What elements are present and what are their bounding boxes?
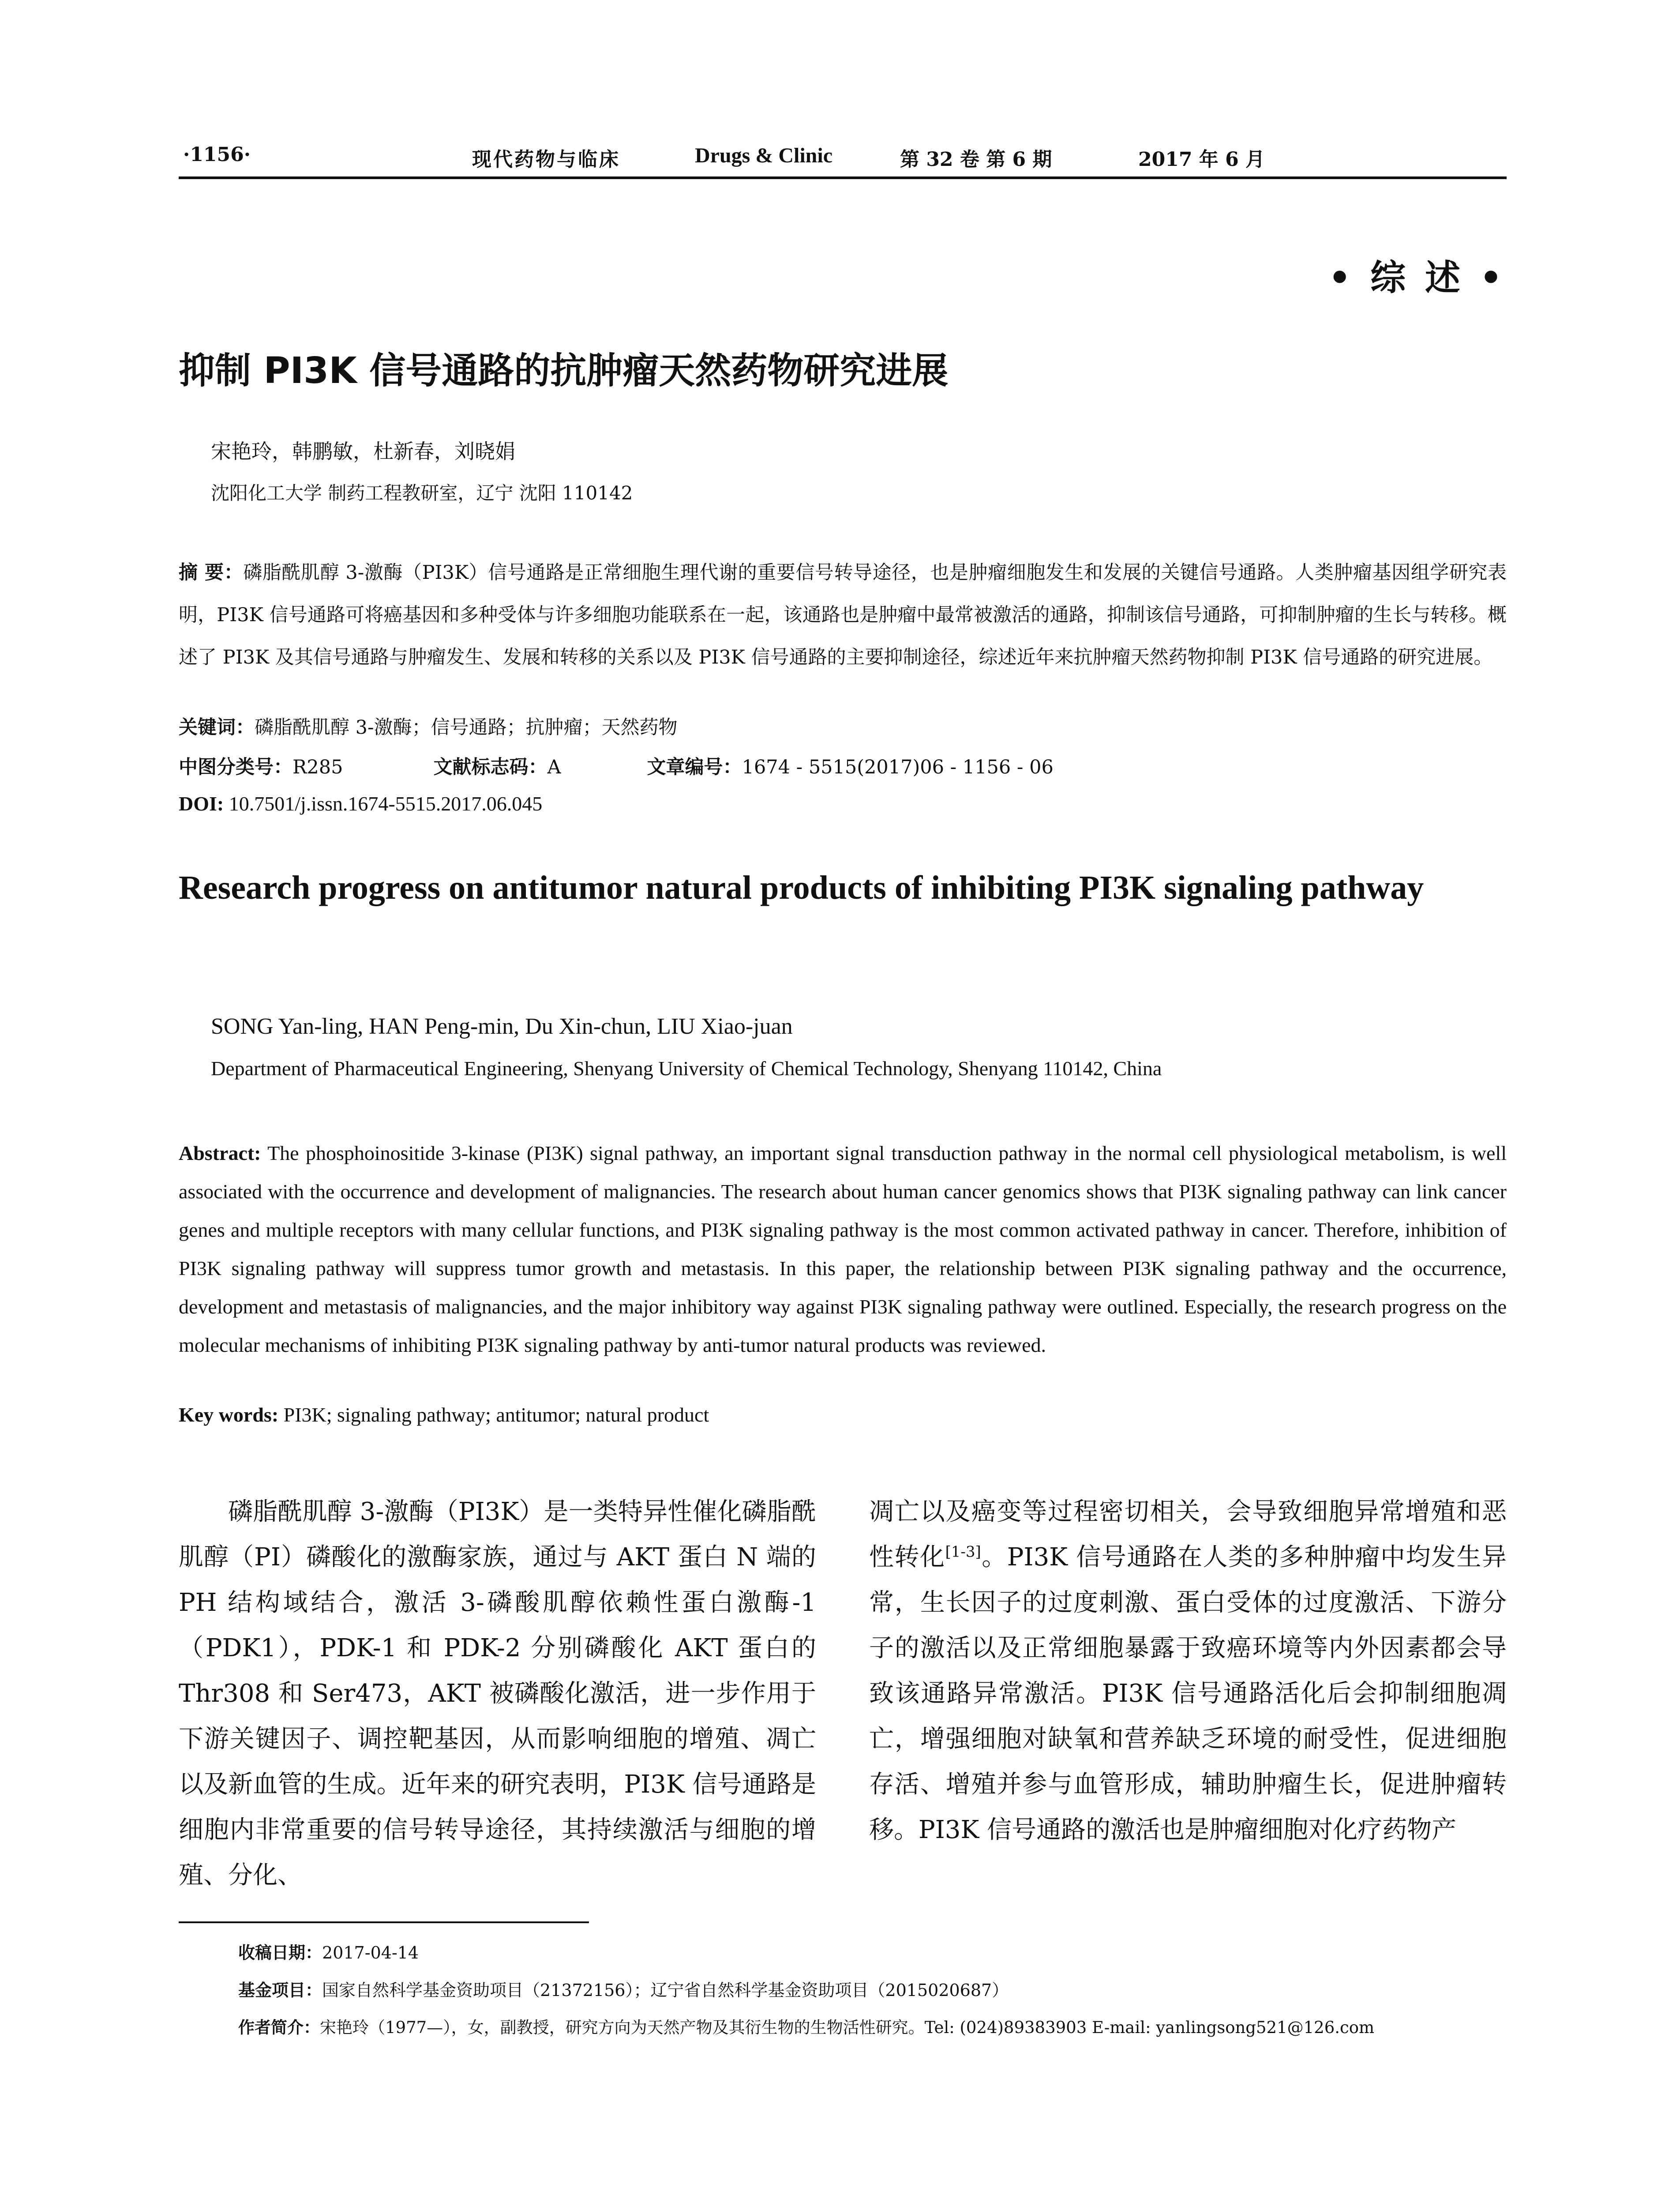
title-en: Research progress on antitumor natural products of inhibiting PI3K signaling pathway: [179, 869, 1424, 906]
author-bio-label: 作者简介：: [238, 2018, 320, 2037]
keywords-cn: [179, 713, 678, 739]
article-no-label: 文章编号：: [647, 756, 742, 778]
footnote-author: [238, 2014, 1374, 2038]
title-cn: 抑制 PI3K 信号通路的抗肿瘤天然药物研究进展: [179, 350, 949, 392]
classification-line: [179, 752, 1054, 779]
footnote-fund: [238, 1977, 1009, 2001]
abstract-cn-label: 摘 要：: [179, 562, 244, 584]
clc-label: 中图分类号：: [179, 756, 292, 778]
keywords-en: [179, 1403, 709, 1426]
author-bio-value: 宋艳玲（1977—），女，副教授，研究方向为天然产物及其衍生物的生物活性研究。Tel: (024)89383903 E-mail: yanlingsong521@126.com: [320, 2018, 1375, 2037]
authors-cn: 宋艳玲，韩鹏敏，杜新春，刘晓娟: [211, 439, 515, 463]
doc-code-label: 文献标志码：: [433, 756, 548, 778]
authors-en: SONG Yan-ling, HAN Peng-min, Du Xin-chun, LIU Xiao-juan: [211, 1014, 793, 1039]
keywords-cn-text: 磷脂酰肌醇 3-激酶；信号通路；抗肿瘤；天然药物: [255, 717, 678, 739]
keywords-cn-label: 关键词：: [179, 717, 255, 739]
abstract-en-label: Abstract:: [179, 1142, 261, 1164]
journal-name-en: Drugs & Clinic: [695, 144, 832, 167]
doc-code-value: A: [547, 756, 561, 778]
citation: [1-3]: [945, 1543, 981, 1561]
body-right-text-a: 凋亡以及癌变等过程密切相关，会导致细胞异常增殖和恶性转化: [869, 1497, 1507, 1572]
affiliation-cn: 沈阳化工大学 制药工程教研室，辽宁 沈阳 110142: [211, 482, 633, 504]
affiliation-en: Department of Pharmaceutical Engineering, Shenyang University of Chemical Technology, Shenyang 110142, China: [211, 1057, 1162, 1080]
body-right-text-b: 。PI3K 信号通路在人类的多种肿瘤中均发生异常，生长因子的过度刺激、蛋白受体的过度激活、下游分子的激活以及正常细胞暴露于致癌环境等内外因素都会导致该通路异常激活。PI3K 信号通路活化后会抑制细胞凋亡，增强细胞对缺氧和营养缺乏环境的耐受性，促进细胞存活、增殖并参与血管形成，辅助肿瘤生长，促进肿瘤转移。PI3K 信号通路的激活也是肿瘤细胞对化疗药物产: [869, 1543, 1507, 1844]
header-rule: [179, 176, 1507, 179]
article-no-value: 1674 - 5515(2017)06 - 1156 - 06: [742, 756, 1054, 778]
journal-name-cn: 现代药物与临床: [472, 148, 620, 171]
page-number: ·1156·: [183, 143, 251, 166]
keywords-en-text: PI3K; signaling pathway; antitumor; natural product: [283, 1403, 709, 1426]
received-value: 2017-04-14: [322, 1943, 419, 1962]
doi-label: DOI:: [179, 792, 224, 815]
abstract-cn: [179, 552, 1507, 679]
doi-value: 10.7501/j.issn.1674-5515.2017.06.045: [229, 792, 543, 815]
abstract-en-text: The phosphoinositide 3-kinase (PI3K) signal pathway, an important signal transduction pathway in the normal cell physiological metabolism, is well associated with the occurrence and development of malignancies. The research about human cancer genomics shows that PI3K signaling pathway can link cancer genes and multiple receptors with many cellular functions, and PI3K signaling pathway is the most common activated pathway in cancer. Therefore, inhibition of PI3K signaling pathway will suppress tumor growth and metastasis. In this paper, the relationship between PI3K signaling pathway and the occurrence, development and metastasis of malignancies, and the major inhibitory way against PI3K signaling pathway were outlined. Especially, the research progress on the molecular mechanisms of inhibiting PI3K signaling pathway by anti-tumor natural products was reviewed.: [179, 1142, 1507, 1356]
footnote-rule: [179, 1921, 589, 1923]
body-column-right: [869, 1489, 1507, 1853]
fund-label: 基金项目：: [238, 1981, 322, 2000]
abstract-cn-text: 磷脂酰肌醇 3-激酶（PI3K）信号通路是正常细胞生理代谢的重要信号转导途径，也是肿瘤细胞发生和发展的关键信号通路。人类肿瘤基因组学研究表明，PI3K 信号通路可将癌基因和多种受体与许多细胞功能联系在一起，该通路也是肿瘤中最常被激活的通路，抑制该信号通路，可抑制肿瘤的生长与转移。概述了 PI3K 及其信号通路与肿瘤发生、发展和转移的关系以及 PI3K 信号通路的主要抑制途径，综述近年来抗肿瘤天然药物抑制 PI3K 信号通路的研究进展。: [179, 562, 1507, 668]
doi-line: [179, 792, 542, 815]
volume-issue: 第 32 卷 第 6 期: [900, 148, 1052, 171]
clc-value: R285: [292, 756, 343, 778]
received-label: 收稿日期：: [238, 1943, 322, 1962]
section-tag: • 综 述 •: [1328, 257, 1506, 298]
body-column-left: 磷脂酰肌醇 3-激酶（PI3K）是一类特异性催化磷脂酰肌醇（PI）磷酸化的激酶家族，通过与 AKT 蛋白 N 端的 PH 结构域结合，激活 3-磷酸肌醇依赖性蛋白激酶-1（PDK1），PDK-1 和 PDK-2 分别磷酸化 AKT 蛋白的 Thr308 和 Ser473，AKT 被磷酸化激活，进一步作用于下游关键因子、调控靶基因，从而影响细胞的增殖、凋亡以及新血管的生成。近年来的研究表明，PI3K 信号通路是细胞内非常重要的信号转导途径，其持续激活与细胞的增殖、分化、: [179, 1497, 816, 1890]
fund-value: 国家自然科学基金资助项目（21372156）；辽宁省自然科学基金资助项目（2015020687）: [322, 1981, 1009, 2000]
issue-date: 2017 年 6 月: [1138, 148, 1265, 171]
footnote-received: [238, 1939, 419, 1963]
abstract-en: [179, 1134, 1507, 1364]
keywords-en-label: Key words:: [179, 1403, 279, 1426]
